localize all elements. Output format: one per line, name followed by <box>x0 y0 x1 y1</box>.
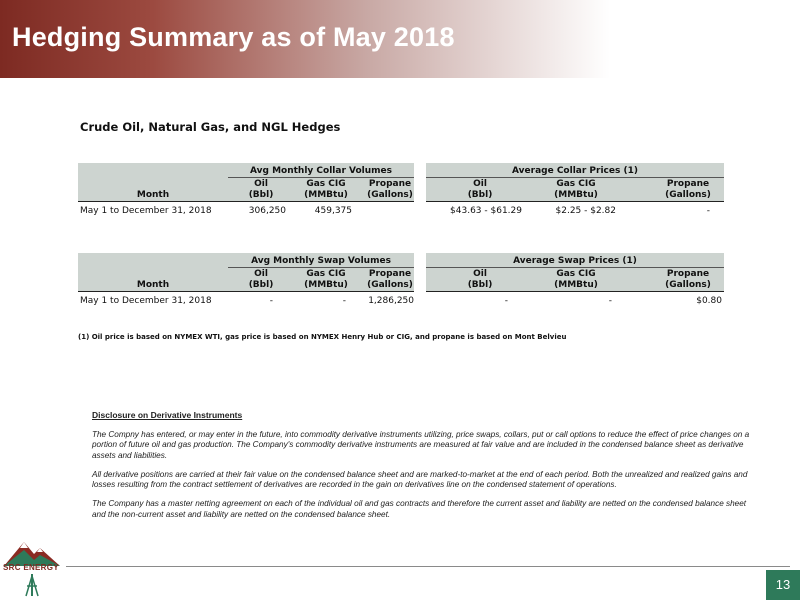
collar-col1-line1: Oil <box>254 179 268 189</box>
swap-group-prices: Average Swap Prices (1) <box>513 256 637 266</box>
swap-col3-line2: (Gallons) <box>367 280 413 290</box>
collar-month-header: Month <box>136 190 170 200</box>
swap-col3-line1: Propane <box>368 269 412 279</box>
collar-group-rule-left <box>228 177 414 178</box>
section-heading: Crude Oil, Natural Gas, and NGL Hedges <box>80 120 341 134</box>
swap-col4-line2: (Bbl) <box>467 280 493 290</box>
collar-row-month: May 1 to December 31, 2018 <box>80 206 212 216</box>
collar-row-gas-volume: 459,375 <box>314 206 352 216</box>
collar-row-oil-volume: 306,250 <box>248 206 286 216</box>
collar-col5-line2: (MMBtu) <box>554 190 598 200</box>
swap-row-propane-volume: 1,286,250 <box>368 296 414 306</box>
swap-col5-line2: (MMBtu) <box>554 280 598 290</box>
disclosure-paragraph-2: All derivative positions are carried at their fair value on the condensed balance sheet and are marked-to-market at the end of each period. Both the unrealized and realized gains and losses resulting from the contract settlement of derivatives are recorded in the gain on derivatives line on the condensed statement of operations. <box>92 469 748 489</box>
collar-col3-line1: Propane <box>368 179 412 189</box>
swap-row-gas-price: - <box>608 296 612 306</box>
swap-group-rule-right <box>426 267 724 268</box>
disclosure-paragraph-3: The Company has a master netting agreement on each of the individual oil and gas contracts and therefore the current asset and liability are netted on the condensed balance sheet and the non-current asset and liability are netted on the condensed balance sheet. <box>92 499 747 519</box>
collar-col2-line2: (MMBtu) <box>304 190 348 200</box>
swap-group-volumes: Avg Monthly Swap Volumes <box>251 256 391 266</box>
swap-row-month: May 1 to December 31, 2018 <box>80 296 212 306</box>
disclosure-paragraph-1: The Compny has entered, or may enter in the future, into commodity derivative instruments utilizing, price swaps, collars, put or call options to reduce the effect of price changes on a portion of future oil and gas production. The Company's commodity derivative instruments are measured at fair value and are included in the condensed balance sheet as derivative assets and liabilities. <box>92 430 750 460</box>
collar-col3-line2: (Gallons) <box>367 190 413 200</box>
swap-row-propane-price: $0.80 <box>696 296 722 306</box>
disclosure-heading: Disclosure on Derivative Instruments <box>92 410 243 420</box>
swap-col6-line1: Propane <box>666 269 710 279</box>
collar-col6-line1: Propane <box>666 179 710 189</box>
swap-month-header: Month <box>136 280 170 290</box>
swap-col4-line1: Oil <box>473 269 487 279</box>
collar-col5-line1: Gas CIG <box>556 179 596 189</box>
collar-header-underline-right <box>426 201 724 202</box>
collar-row-gas-price: $2.25 - $2.82 <box>555 206 616 216</box>
swap-col6-line2: (Gallons) <box>665 280 711 290</box>
collar-col6-line2: (Gallons) <box>665 190 711 200</box>
collar-col4-line1: Oil <box>473 179 487 189</box>
page-number: 13 <box>766 570 800 600</box>
swap-row-oil-volume: - <box>269 296 273 306</box>
logo-text: SRC ENERGY <box>3 563 59 572</box>
swap-col1-line1: Oil <box>254 269 268 279</box>
collar-group-rule-right <box>426 177 724 178</box>
swap-row-oil-price: - <box>504 296 508 306</box>
collar-row-oil-price: $43.63 - $61.29 <box>450 206 522 216</box>
collar-header-underline-left <box>78 201 414 202</box>
swap-header-underline-left <box>78 291 414 292</box>
swap-col2-line1: Gas CIG <box>306 269 346 279</box>
collar-group-volumes: Avg Monthly Collar Volumes <box>249 166 393 176</box>
collar-group-prices: Average Collar Prices (1) <box>512 166 638 176</box>
collar-col1-line2: (Bbl) <box>248 190 274 200</box>
collar-col4-line2: (Bbl) <box>467 190 493 200</box>
footer-rule <box>66 566 790 567</box>
disclosure-section <box>92 410 752 529</box>
swap-col5-line1: Gas CIG <box>556 269 596 279</box>
collar-row-propane-price: - <box>706 206 710 216</box>
swap-col2-line2: (MMBtu) <box>304 280 348 290</box>
swap-group-rule-left <box>228 267 414 268</box>
swap-col1-line2: (Bbl) <box>248 280 274 290</box>
footnote: (1) Oil price is based on NYMEX WTI, gas price is based on NYMEX Henry Hub or CIG, and propane is based on Mont Belvieu <box>78 333 567 341</box>
collar-col2-line1: Gas CIG <box>306 179 346 189</box>
swap-row-gas-volume: - <box>342 296 346 306</box>
swap-header-underline-right <box>426 291 724 292</box>
page-title: Hedging Summary as of May 2018 <box>12 22 455 52</box>
